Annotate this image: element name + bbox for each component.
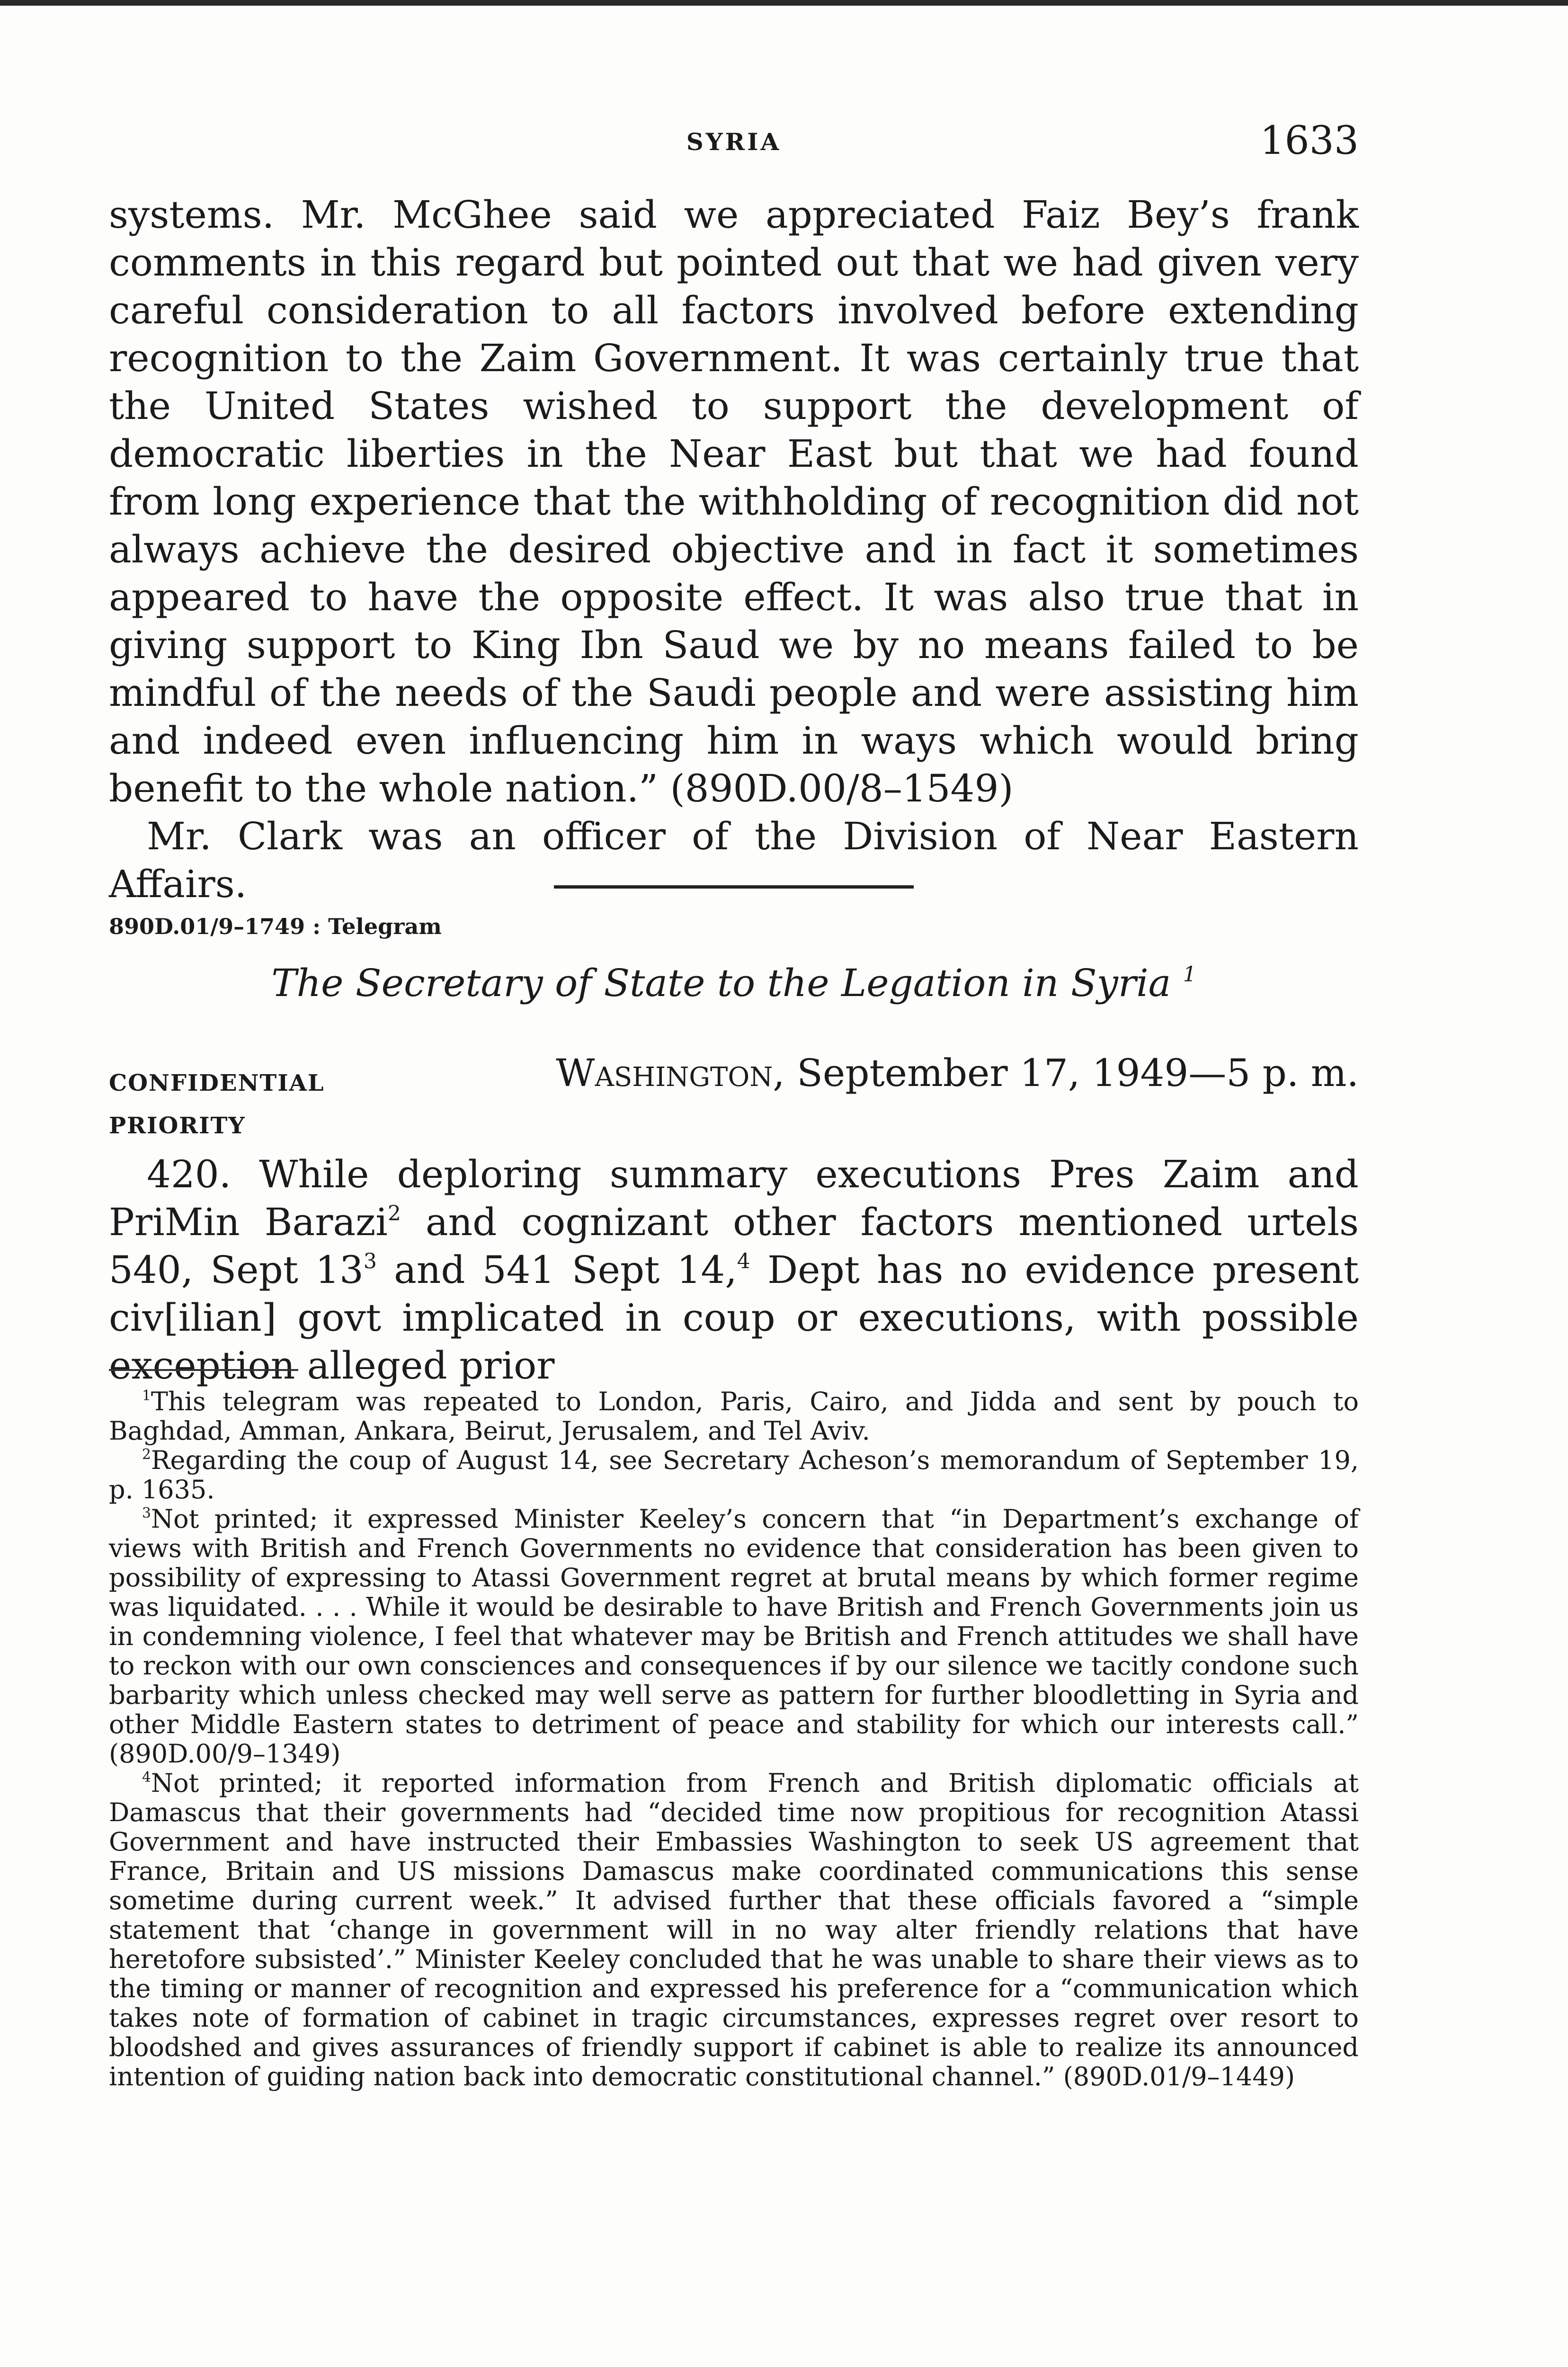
footnote-text: This telegram was repeated to London, Paris, Cairo, and Jidda and sent by pouch to Baghdad, Amman, Ankara, Beirut, Jerusalem, and Tel Aviv. bbox=[109, 1387, 1359, 1446]
footnote-ref-4: 4 bbox=[737, 1249, 750, 1274]
document-title-text: The Secretary of State to the Legation in Syria bbox=[271, 961, 1171, 1005]
footnote-ref-3: 3 bbox=[363, 1249, 377, 1274]
footnote-marker: 1 bbox=[142, 1388, 151, 1405]
classification: CONFIDENTIAL bbox=[109, 1070, 325, 1096]
file-number: 890D.01/9–1749 : Telegram bbox=[109, 914, 442, 939]
footnote bbox=[109, 1446, 1359, 1504]
page-header bbox=[109, 118, 1359, 166]
footnote-ref-2: 2 bbox=[387, 1201, 401, 1226]
footnote-text: Not printed; it expressed Minister Keeley’s concern that “in Department’s exchange of views with British and French Governments no evidence that consideration has been given to possibility of expressing to Atassi Government regret at brutal means by which former regime was liquidated. . . . While it would be desirable to have British and French Governments join us in condemning violence, I feel that whatever may be British and French attitudes we shall have to reckon with our own consciences and consequences if by our silence we tacitly condone such barbarity which unless checked may well serve as pattern for further bloodletting in Syria and other Middle Eastern states to detriment of peace and stability for which our interests call.” (890D.00/9–1349) bbox=[109, 1504, 1359, 1769]
precedence: PRIORITY bbox=[109, 1112, 246, 1139]
footnote-rule bbox=[109, 1369, 298, 1371]
footnote-marker: 2 bbox=[142, 1446, 151, 1463]
running-head: SYRIA bbox=[686, 128, 782, 156]
footnotes bbox=[109, 1387, 1359, 2091]
page-top-edge bbox=[0, 0, 1568, 6]
section-divider bbox=[554, 885, 914, 889]
editorial-note: Mr. Clark was an officer of the Division of Near Eastern Affairs. bbox=[109, 814, 1359, 906]
footnote-text: Not printed; it reported information from French and British diplomatic officials at Damascus that their governments had “decided time now propitious for recognition Atassi Government and have instructed their Embassies Washington to seek US agreement that France, Britain and US missions Damascus make coordinated communications this sense sometime during current week.” It advised further that these officials favored a “simple statement that ‘change in government will in no way alter friendly relations that have heretofore subsisted’.” Minister Keeley concluded that he was unable to share their views as to the timing or manner of recognition and expressed his preference for a “communication which takes note of formation of cabinet in tragic circumstances, expresses regret over resort to bloodshed and gives assurances of friendly support if cabinet is able to realize its announced intention of guiding nation back into democratic constitutional channel.” (890D.01/9–1449) bbox=[109, 1768, 1359, 2091]
classification-line bbox=[109, 1051, 1359, 1108]
footnote bbox=[109, 1387, 1359, 1446]
footnote-text: Regarding the coup of August 14, see Secretary Acheson’s memorandum of September 19, p. 1635. bbox=[109, 1445, 1359, 1504]
telegram-paragraph bbox=[109, 1150, 1359, 1389]
footnote-marker: 4 bbox=[142, 1769, 151, 1786]
continuation-section bbox=[109, 191, 1359, 908]
footnote-marker: 3 bbox=[142, 1505, 151, 1522]
footnote bbox=[109, 1504, 1359, 1769]
continuation-paragraph: systems. Mr. McGhee said we appreciated Faiz Bey’s frank comments in this regard but pointed out that we had given very careful consideration to all factors involved before extending recognition to the Zaim Government. It was certainly true that the United States wished to support the development of democratic liberties in the Near East but that we had found from long experience that the withholding of recognition did not always achieve the desired objective and in fact it sometimes appeared to have the opposite effect. It was also true that in giving support to King Ibn Saud we by no means failed to be mindful of the needs of the Saudi people and were assisting him and indeed even influencing him in ways which would bring benefit to the whole nation.” (890D.00/8–1549) bbox=[109, 193, 1359, 810]
telegram-text-1: 420. While deploring summary executions Pres Zaim and PriMin Barazi bbox=[109, 1152, 1359, 1244]
telegram-body bbox=[109, 1150, 1359, 1389]
dateline-place: Washington, bbox=[556, 1051, 785, 1095]
dateline-date: September 17, 1949—5 p. m. bbox=[797, 1051, 1359, 1095]
telegram-text-4: Dept has no evidence present civ[ilian] govt implicated in coup or executions, with possible exception alleged prior bbox=[109, 1248, 1359, 1388]
document-title bbox=[109, 961, 1359, 1005]
telegram-text-3: and 541 Sept 14, bbox=[376, 1248, 737, 1292]
footnote bbox=[109, 1769, 1359, 2091]
telegram-text-2: and cognizant other factors mentioned urtels 540, Sept 13 bbox=[109, 1200, 1359, 1292]
title-footnote-ref: 1 bbox=[1183, 962, 1196, 987]
page-number: 1633 bbox=[1260, 118, 1359, 163]
dateline bbox=[556, 1051, 1359, 1095]
